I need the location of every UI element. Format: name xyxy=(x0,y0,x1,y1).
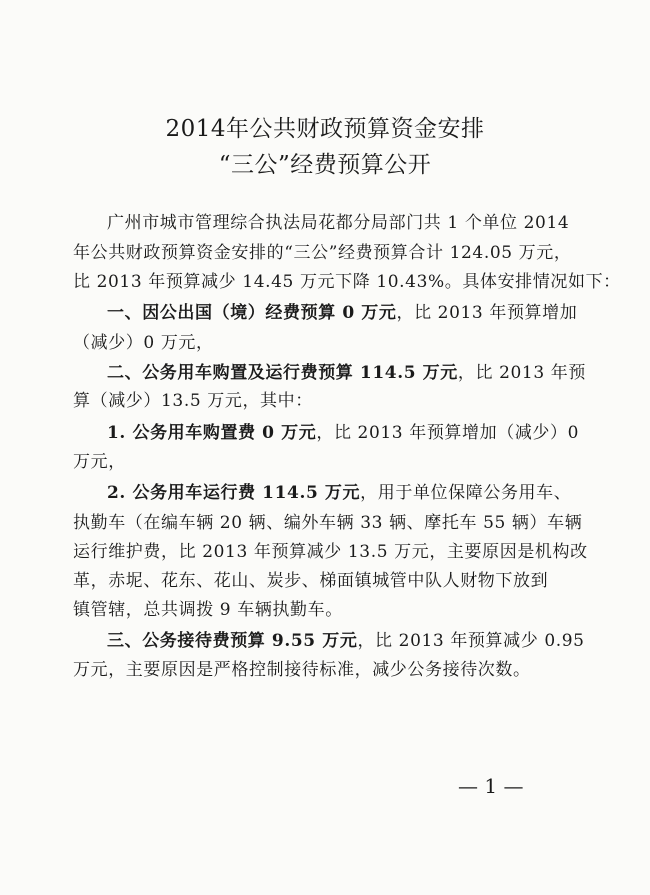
section2-text: ，比 2013 年预 xyxy=(457,363,586,383)
item1-heading: 1. 公务用车购置费 0 万元 xyxy=(107,423,317,443)
section2-line-1 xyxy=(107,358,586,383)
section3-line-2: 万元，主要原因是严格控制接待标准，减少公务接待次数。 xyxy=(73,660,531,680)
item1-line-2: 万元， xyxy=(73,452,126,472)
item2-line-3: 运行维护费，比 2013 年预算减少 13.5 万元，主要原因是机构改 xyxy=(73,542,588,562)
document-title-line2: “三公”经费预算公开 xyxy=(218,152,432,178)
intro-line-2: 年公共财政预算资金安排的“三公”经费预算合计 124.05 万元， xyxy=(73,243,572,263)
section1-text: ，比 2013 年预算增加 xyxy=(396,303,578,323)
section1-heading: 一、因公出国（境）经费预算 0 万元 xyxy=(107,303,397,323)
intro-line-1: 广州市城市管理综合执法局花都分局部门共 1 个单位 2014 xyxy=(107,213,570,233)
intro-line-3: 比 2013 年预算减少 14.45 万元下降 10.43%。具体安排情况如下： xyxy=(73,272,621,292)
section1-line-1 xyxy=(107,298,577,323)
item1-line-1 xyxy=(107,418,579,443)
item2-line-2: 执勤车（在编车辆 20 辆、编外车辆 33 辆、摩托车 55 辆）车辆 xyxy=(73,513,583,533)
section2-heading: 二、公务用车购置及运行费预算 114.5 万元 xyxy=(107,363,458,383)
section3-heading: 三、公务接待费预算 9.55 万元 xyxy=(107,631,358,651)
section2-line-2: 算（减少）13.5 万元，其中： xyxy=(73,391,313,411)
item2-text: ，用于单位保障公务用车、 xyxy=(360,483,572,503)
item2-line-5: 镇管辖，总共调拨 9 车辆执勤车。 xyxy=(73,600,343,620)
item2-line-4: 革，赤坭、花东、花山、炭步、梯面镇城管中队人财物下放到 xyxy=(73,571,549,591)
item2-heading: 2. 公务用车运行费 114.5 万元 xyxy=(107,483,361,503)
item2-line-1 xyxy=(107,478,571,503)
item1-text: ，比 2013 年预算增加（减少）0 xyxy=(316,423,580,443)
section3-line-1 xyxy=(107,626,585,651)
section3-text: ，比 2013 年预算减少 0.95 xyxy=(357,631,585,651)
page-number: — 1 — xyxy=(458,774,524,798)
section1-line-2: （减少）0 万元， xyxy=(73,333,214,353)
document-title-line1: 2014年公共财政预算资金安排 xyxy=(165,116,485,142)
